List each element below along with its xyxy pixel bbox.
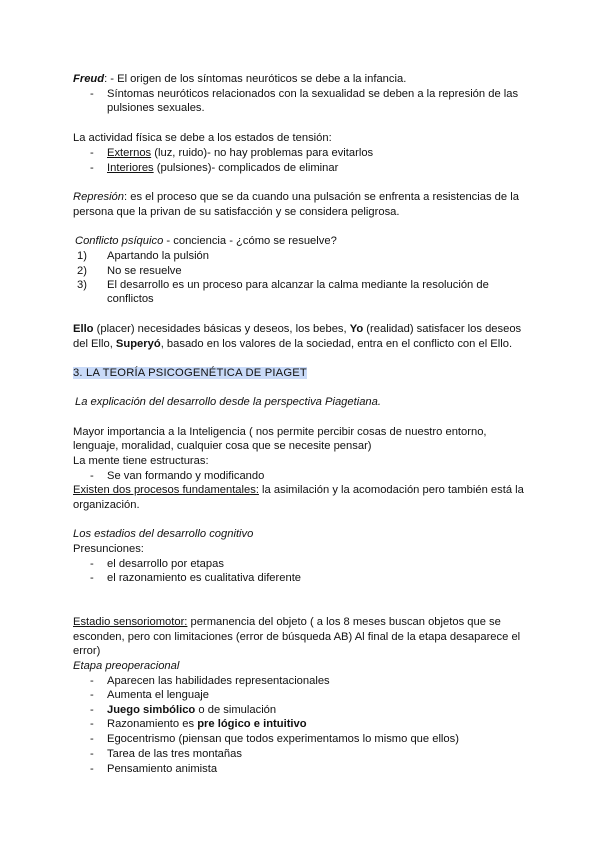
bullet-text: Egocentrismo (piensan que todos experimentamos lo mismo que ellos) xyxy=(107,733,459,745)
subtitle-text: La explicación del desarrollo desde la perspectiva Piagetiana. xyxy=(75,396,381,408)
conflicto-label: Conflicto psíquico xyxy=(75,235,164,247)
externos-text: (luz, ruido)- no hay problemas para evitarlos xyxy=(151,147,374,159)
preoperacional-title-text: Etapa preoperacional xyxy=(73,660,180,672)
sensoriomotor-line-1 xyxy=(73,615,501,629)
sensoriomotor-line-3: error) xyxy=(73,645,101,657)
yo-text: (realidad) satisfacer los deseos xyxy=(363,323,522,335)
procesos-label: Existen dos procesos fundamentales: xyxy=(73,484,259,496)
ello-label: Ello xyxy=(73,323,94,335)
bullet-dash: - xyxy=(90,558,94,570)
inteligencia-line-1: Mayor importancia a la Inteligencia ( nos permite percibir cosas de nuestro entorno, xyxy=(73,426,487,438)
externos-label: Externos xyxy=(107,147,152,159)
item-text: Apartando la pulsión xyxy=(107,250,210,262)
item-number: 3) xyxy=(77,279,87,291)
bullet-dash: - xyxy=(90,88,94,100)
yo-label: Yo xyxy=(349,323,364,335)
ello-line-1 xyxy=(73,322,521,336)
sensoriomotor-line-2: esconden, pero con limitaciones (error de búsqueda AB) Al final de la etapa desaparece el xyxy=(73,631,521,643)
procesos-text: la asimilación y la acomodación pero también está la xyxy=(258,484,524,496)
bullet-dash: - xyxy=(90,733,94,745)
estructuras-line: La mente tiene estructuras: xyxy=(73,455,209,467)
interiores-label: Interiores xyxy=(107,162,154,174)
represion-text: : es el proceso que se da cuando una pulsación se enfrenta a resistencias de la xyxy=(124,191,519,203)
estadios-title xyxy=(73,527,253,541)
interiores-text: (pulsiones)- complicados de eliminar xyxy=(153,162,339,174)
bullet-text: Razonamiento es xyxy=(107,718,198,730)
presunciones-label: Presunciones: xyxy=(73,543,144,555)
bullet-dash: - xyxy=(90,470,94,482)
bullet-text: Tarea de las tres montañas xyxy=(107,748,242,760)
bullet-text: el desarrollo por etapas xyxy=(107,558,224,570)
bullet-text: Aparecen las habilidades representacionales xyxy=(107,675,330,687)
bullet-text: Pensamiento animista xyxy=(107,763,218,775)
bullet-text: o de simulación xyxy=(195,704,277,716)
preoperacional-title xyxy=(73,659,179,673)
item-text: El desarrollo es un proceso para alcanzar la calma mediante la resolución de xyxy=(107,279,489,291)
bullet-dash: - xyxy=(90,704,94,716)
freud-bullet-cont: pulsiones sexuales. xyxy=(107,102,205,114)
procesos-cont: organización. xyxy=(73,499,140,511)
bullet-dash: - xyxy=(90,147,94,159)
inteligencia-line-2: lenguaje, moralidad, cualquier cosa que se necesite pensar) xyxy=(73,440,372,452)
juego-simbolico-label: Juego simbólico xyxy=(107,704,196,716)
item-text: No se resuelve xyxy=(107,265,182,277)
represion-cont: persona que la privan de su satisfacción y se considera peligrosa. xyxy=(73,206,400,218)
conflicto-text: - conciencia - ¿cómo se resuelve? xyxy=(163,235,337,247)
item-number: 1) xyxy=(77,250,87,262)
section-heading xyxy=(73,366,307,380)
ello-text: (placer) necesidades básicas y deseos, los bebes, xyxy=(93,323,350,335)
piaget-subtitle xyxy=(75,395,381,409)
item-number: 2) xyxy=(77,265,87,277)
bullet-text: Se van formando y modificando xyxy=(107,470,265,482)
bullet-dash: - xyxy=(90,162,94,174)
freud-label: Freud xyxy=(73,73,105,85)
freud-line xyxy=(73,72,406,86)
actividad-intro: La actividad física se debe a los estados de tensión: xyxy=(73,132,332,144)
conflicto-item-3-cont: conflictos xyxy=(107,293,154,305)
bullet-dash: - xyxy=(90,718,94,730)
bullet-text: Aumenta el lenguaje xyxy=(107,689,210,701)
ello-line-2 xyxy=(73,337,512,351)
conflicto-line xyxy=(75,234,337,248)
sensoriomotor-label: Estadio sensoriomotor: xyxy=(73,616,188,628)
bullet-text: el razonamiento es cualitativa diferente xyxy=(107,572,302,584)
represion-label: Represión xyxy=(73,191,124,203)
bullet-dash: - xyxy=(90,748,94,760)
represion-line xyxy=(73,190,519,204)
estadios-title-text: Los estadios del desarrollo cognitivo xyxy=(73,528,254,540)
freud-text: : - El origen de los síntomas neuróticos se debe a la infancia. xyxy=(104,73,407,85)
superyo-label: Superyó xyxy=(115,338,161,350)
bullet-dash: - xyxy=(90,572,94,584)
superyo-text: , basado en los valores de la sociedad, entra en el conflicto con el Ello. xyxy=(160,338,513,350)
prelogico-label: pre lógico e intuitivo xyxy=(197,718,307,730)
ello-text-2: del Ello, xyxy=(73,338,116,350)
section-title: 3. LA TEORÍA PSICOGENÉTICA DE PIAGET xyxy=(73,367,307,379)
sensoriomotor-text: permanencia del objeto ( a los 8 meses buscan objetos que se xyxy=(187,616,501,628)
bullet-dash: - xyxy=(90,763,94,775)
bullet-dash: - xyxy=(90,689,94,701)
freud-bullet-text: Síntomas neuróticos relacionados con la sexualidad se deben a la represión de las xyxy=(107,88,519,100)
procesos-line xyxy=(73,483,524,497)
bullet-dash: - xyxy=(90,675,94,687)
